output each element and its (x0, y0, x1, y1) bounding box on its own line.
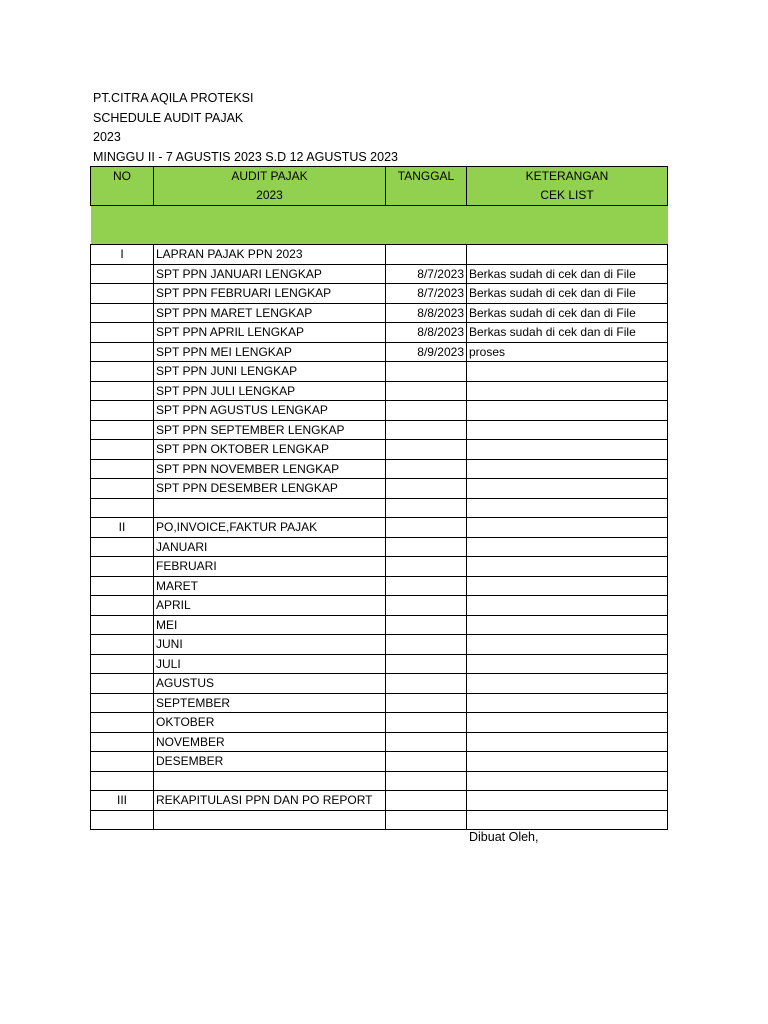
cell-note (467, 498, 668, 518)
cell-note (467, 752, 668, 772)
audit-schedule-table (90, 166, 668, 830)
table-row (91, 381, 668, 401)
cell-date (386, 654, 467, 674)
cell-note: proses (467, 342, 668, 362)
table-row (91, 654, 668, 674)
cell-note: Berkas sudah di cek dan di File (467, 303, 668, 323)
cell-no (91, 420, 154, 440)
col-header-no (91, 167, 154, 206)
cell-note (467, 713, 668, 733)
cell-no (91, 635, 154, 655)
cell-item: JANUARI (154, 537, 386, 557)
cell-date (386, 245, 467, 265)
cell-no (91, 303, 154, 323)
cell-date (386, 713, 467, 733)
cell-date (386, 596, 467, 616)
cell-no (91, 459, 154, 479)
document-header (93, 89, 398, 167)
table-row (91, 459, 668, 479)
cell-item: SPT PPN FEBRUARI LENGKAP (154, 284, 386, 304)
cell-no (91, 576, 154, 596)
cell-no (91, 557, 154, 577)
cell-note (467, 537, 668, 557)
cell-date (386, 557, 467, 577)
cell-date (386, 732, 467, 752)
cell-no (91, 479, 154, 499)
cell-item (154, 498, 386, 518)
cell-item (154, 771, 386, 791)
cell-no (91, 732, 154, 752)
col-header-no-label: NO (113, 169, 131, 183)
table-row (91, 576, 668, 596)
col-header-note-line1: KETERANGAN (525, 169, 609, 183)
cell-date (386, 440, 467, 460)
cell-no (91, 342, 154, 362)
cell-item: SEPTEMBER (154, 693, 386, 713)
cell-note (467, 654, 668, 674)
cell-date (386, 498, 467, 518)
cell-note (467, 362, 668, 382)
table-row (91, 810, 668, 830)
cell-no (91, 693, 154, 713)
cell-note: Berkas sudah di cek dan di File (467, 284, 668, 304)
cell-date (386, 479, 467, 499)
cell-no (91, 596, 154, 616)
table-row (91, 752, 668, 772)
cell-date (386, 791, 467, 811)
cell-no: III (91, 791, 154, 811)
cell-no (91, 654, 154, 674)
cell-note (467, 810, 668, 830)
cell-note (467, 693, 668, 713)
cell-date (386, 381, 467, 401)
cell-date: 8/8/2023 (386, 303, 467, 323)
cell-note (467, 420, 668, 440)
cell-item: SPT PPN SEPTEMBER LENGKAP (154, 420, 386, 440)
cell-note (467, 381, 668, 401)
cell-item: REKAPITULASI PPN DAN PO REPORT (154, 791, 386, 811)
cell-item: DESEMBER (154, 752, 386, 772)
table-row (91, 362, 668, 382)
cell-item: SPT PPN JANUARI LENGKAP (154, 264, 386, 284)
table-row (91, 537, 668, 557)
cell-note (467, 576, 668, 596)
cell-note: Berkas sudah di cek dan di File (467, 323, 668, 343)
cell-no (91, 323, 154, 343)
cell-item: LAPRAN PAJAK PPN 2023 (154, 245, 386, 265)
cell-item: PO,INVOICE,FAKTUR PAJAK (154, 518, 386, 538)
table-row (91, 264, 668, 284)
col-header-audit (154, 167, 386, 206)
cell-item: SPT PPN JULI LENGKAP (154, 381, 386, 401)
company-name: PT.CITRA AQILA PROTEKSI (93, 91, 254, 105)
cell-item: JUNI (154, 635, 386, 655)
cell-no (91, 401, 154, 421)
cell-date (386, 674, 467, 694)
table-row (91, 713, 668, 733)
table-row (91, 615, 668, 635)
document-title: SCHEDULE AUDIT PAJAK (93, 110, 244, 125)
table-body (91, 245, 668, 830)
document-year: 2023 (93, 130, 121, 144)
cell-date: 8/7/2023 (386, 264, 467, 284)
table-row (91, 498, 668, 518)
cell-no (91, 674, 154, 694)
cell-item (154, 810, 386, 830)
cell-no (91, 264, 154, 284)
cell-no: I (91, 245, 154, 265)
cell-note (467, 596, 668, 616)
table-header-row (91, 167, 668, 206)
cell-note (467, 459, 668, 479)
cell-date (386, 537, 467, 557)
cell-item: APRIL (154, 596, 386, 616)
cell-date (386, 693, 467, 713)
table-row (91, 635, 668, 655)
week-period: MINGGU II - 7 AGUSTIS 2023 S.D 12 AGUSTUS 2023 (93, 149, 398, 164)
table-row (91, 440, 668, 460)
header-spacer (91, 206, 668, 245)
cell-item: SPT PPN MARET LENGKAP (154, 303, 386, 323)
cell-note (467, 771, 668, 791)
cell-item: SPT PPN MEI LENGKAP (154, 342, 386, 362)
cell-no (91, 615, 154, 635)
col-header-note (467, 167, 668, 206)
cell-no (91, 810, 154, 830)
cell-date (386, 810, 467, 830)
cell-item: NOVEMBER (154, 732, 386, 752)
cell-note (467, 732, 668, 752)
cell-date: 8/8/2023 (386, 323, 467, 343)
cell-item: AGUSTUS (154, 674, 386, 694)
cell-no (91, 381, 154, 401)
cell-no (91, 440, 154, 460)
cell-item: JULI (154, 654, 386, 674)
cell-note (467, 401, 668, 421)
table-row (91, 674, 668, 694)
cell-no (91, 362, 154, 382)
cell-note (467, 479, 668, 499)
cell-date (386, 420, 467, 440)
cell-date (386, 459, 467, 479)
table-row (91, 401, 668, 421)
cell-no (91, 284, 154, 304)
table-row (91, 518, 668, 538)
cell-note (467, 245, 668, 265)
cell-note (467, 615, 668, 635)
cell-no (91, 752, 154, 772)
table-row (91, 693, 668, 713)
table-row (91, 791, 668, 811)
table-row (91, 771, 668, 791)
cell-note (467, 440, 668, 460)
table-row (91, 342, 668, 362)
cell-date: 8/7/2023 (386, 284, 467, 304)
cell-note (467, 791, 668, 811)
cell-note (467, 557, 668, 577)
cell-item: MARET (154, 576, 386, 596)
cell-item: SPT PPN DESEMBER LENGKAP (154, 479, 386, 499)
cell-date: 8/9/2023 (386, 342, 467, 362)
cell-no (91, 498, 154, 518)
cell-no (91, 771, 154, 791)
cell-note (467, 635, 668, 655)
table-row (91, 557, 668, 577)
cell-item: SPT PPN JUNI LENGKAP (154, 362, 386, 382)
cell-date (386, 771, 467, 791)
table-row (91, 323, 668, 343)
cell-date (386, 518, 467, 538)
cell-note (467, 518, 668, 538)
col-header-date-label: TANGGAL (397, 169, 455, 183)
cell-item: FEBRUARI (154, 557, 386, 577)
cell-date (386, 576, 467, 596)
col-header-date (386, 167, 467, 206)
cell-no: II (91, 518, 154, 538)
cell-no (91, 713, 154, 733)
cell-item: SPT PPN APRIL LENGKAP (154, 323, 386, 343)
cell-date (386, 362, 467, 382)
col-header-note-line2: CEK LIST (540, 188, 594, 202)
cell-item: SPT PPN AGUSTUS LENGKAP (154, 401, 386, 421)
cell-item: MEI (154, 615, 386, 635)
cell-no (91, 537, 154, 557)
col-header-audit-line2: 2023 (256, 188, 283, 202)
cell-date (386, 401, 467, 421)
table-row (91, 479, 668, 499)
table-row (91, 596, 668, 616)
cell-note: Berkas sudah di cek dan di File (467, 264, 668, 284)
table-row (91, 420, 668, 440)
cell-date (386, 752, 467, 772)
table-row (91, 732, 668, 752)
signature-label: Dibuat Oleh, (469, 830, 539, 844)
table-row (91, 284, 668, 304)
cell-item: OKTOBER (154, 713, 386, 733)
table-row (91, 303, 668, 323)
table-row (91, 245, 668, 265)
cell-item: SPT PPN NOVEMBER LENGKAP (154, 459, 386, 479)
cell-date (386, 615, 467, 635)
col-header-audit-line1: AUDIT PAJAK (231, 169, 308, 183)
cell-note (467, 674, 668, 694)
cell-item: SPT PPN OKTOBER LENGKAP (154, 440, 386, 460)
cell-date (386, 635, 467, 655)
